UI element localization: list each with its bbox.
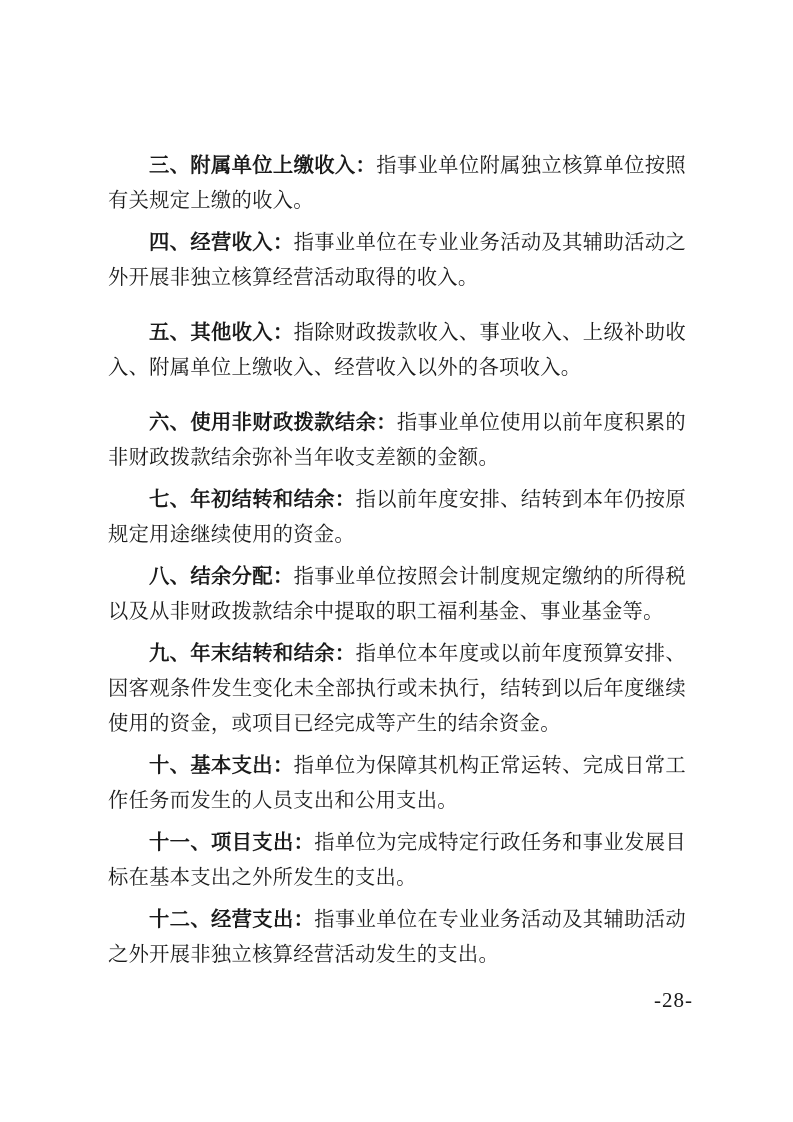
definition-description: 指事业单位附属独立核算单位按照有关规定上缴的收入。 — [108, 155, 686, 212]
definition-term: 六、使用非财政拨款结余： — [149, 412, 397, 434]
definition-description: 指事业单位按照会计制度规定缴纳的所得税以及从非财政拨款结余中提取的职工福利基金、事业基金等。 — [108, 566, 687, 623]
definition-paragraph — [108, 226, 686, 296]
definition-paragraph — [108, 149, 686, 219]
definition-description: 指除财政拨款收入、事业收入、上级补助收入、附属单位上缴收入、经营收入以外的各项收入。 — [108, 322, 687, 379]
definition-term: 八、结余分配： — [149, 566, 294, 588]
definition-paragraph — [108, 483, 686, 553]
definition-paragraph — [108, 826, 686, 896]
definition-description: 指事业单位在专业业务活动及其辅助活动之外开展非独立核算经营活动发生的支出。 — [108, 909, 687, 966]
definition-paragraph — [108, 560, 686, 630]
page-number: -28- — [654, 988, 693, 1012]
definition-description: 指单位本年度或以前年度预算安排、因客观条件发生变化未全部执行或未执行，结转到以后年度继续使用的资金，或项目已经完成等产生的结余资金。 — [108, 643, 686, 735]
definition-term: 九、年末结转和结余： — [149, 643, 356, 665]
definition-description: 指事业单位在专业业务活动及其辅助活动之外开展非独立核算经营活动取得的收入。 — [108, 232, 687, 289]
definition-term: 四、经营收入： — [149, 232, 294, 254]
definitions-list — [108, 149, 686, 980]
definition-paragraph — [108, 903, 686, 973]
definition-term: 十、基本支出： — [149, 755, 294, 777]
definition-description: 指单位为保障其机构正常运转、完成日常工作任务而发生的人员支出和公用支出。 — [108, 755, 687, 812]
definition-term: 三、附属单位上缴收入： — [149, 155, 377, 177]
definition-term: 十二、经营支出： — [149, 909, 315, 931]
definition-paragraph — [108, 316, 686, 386]
definition-term: 五、其他收入： — [149, 322, 294, 344]
definition-term: 十一、项目支出： — [149, 832, 315, 854]
definition-description: 指事业单位使用以前年度积累的非财政拨款结余弥补当年收支差额的金额。 — [108, 412, 687, 469]
definition-paragraph — [108, 637, 686, 742]
definition-description: 指以前年度安排、结转到本年仍按原规定用途继续使用的资金。 — [108, 489, 686, 546]
definition-paragraph — [108, 749, 686, 819]
definition-term: 七、年初结转和结余： — [149, 489, 356, 511]
definition-description: 指单位为完成特定行政任务和事业发展目标在基本支出之外所发生的支出。 — [108, 832, 687, 889]
definition-paragraph — [108, 406, 686, 476]
